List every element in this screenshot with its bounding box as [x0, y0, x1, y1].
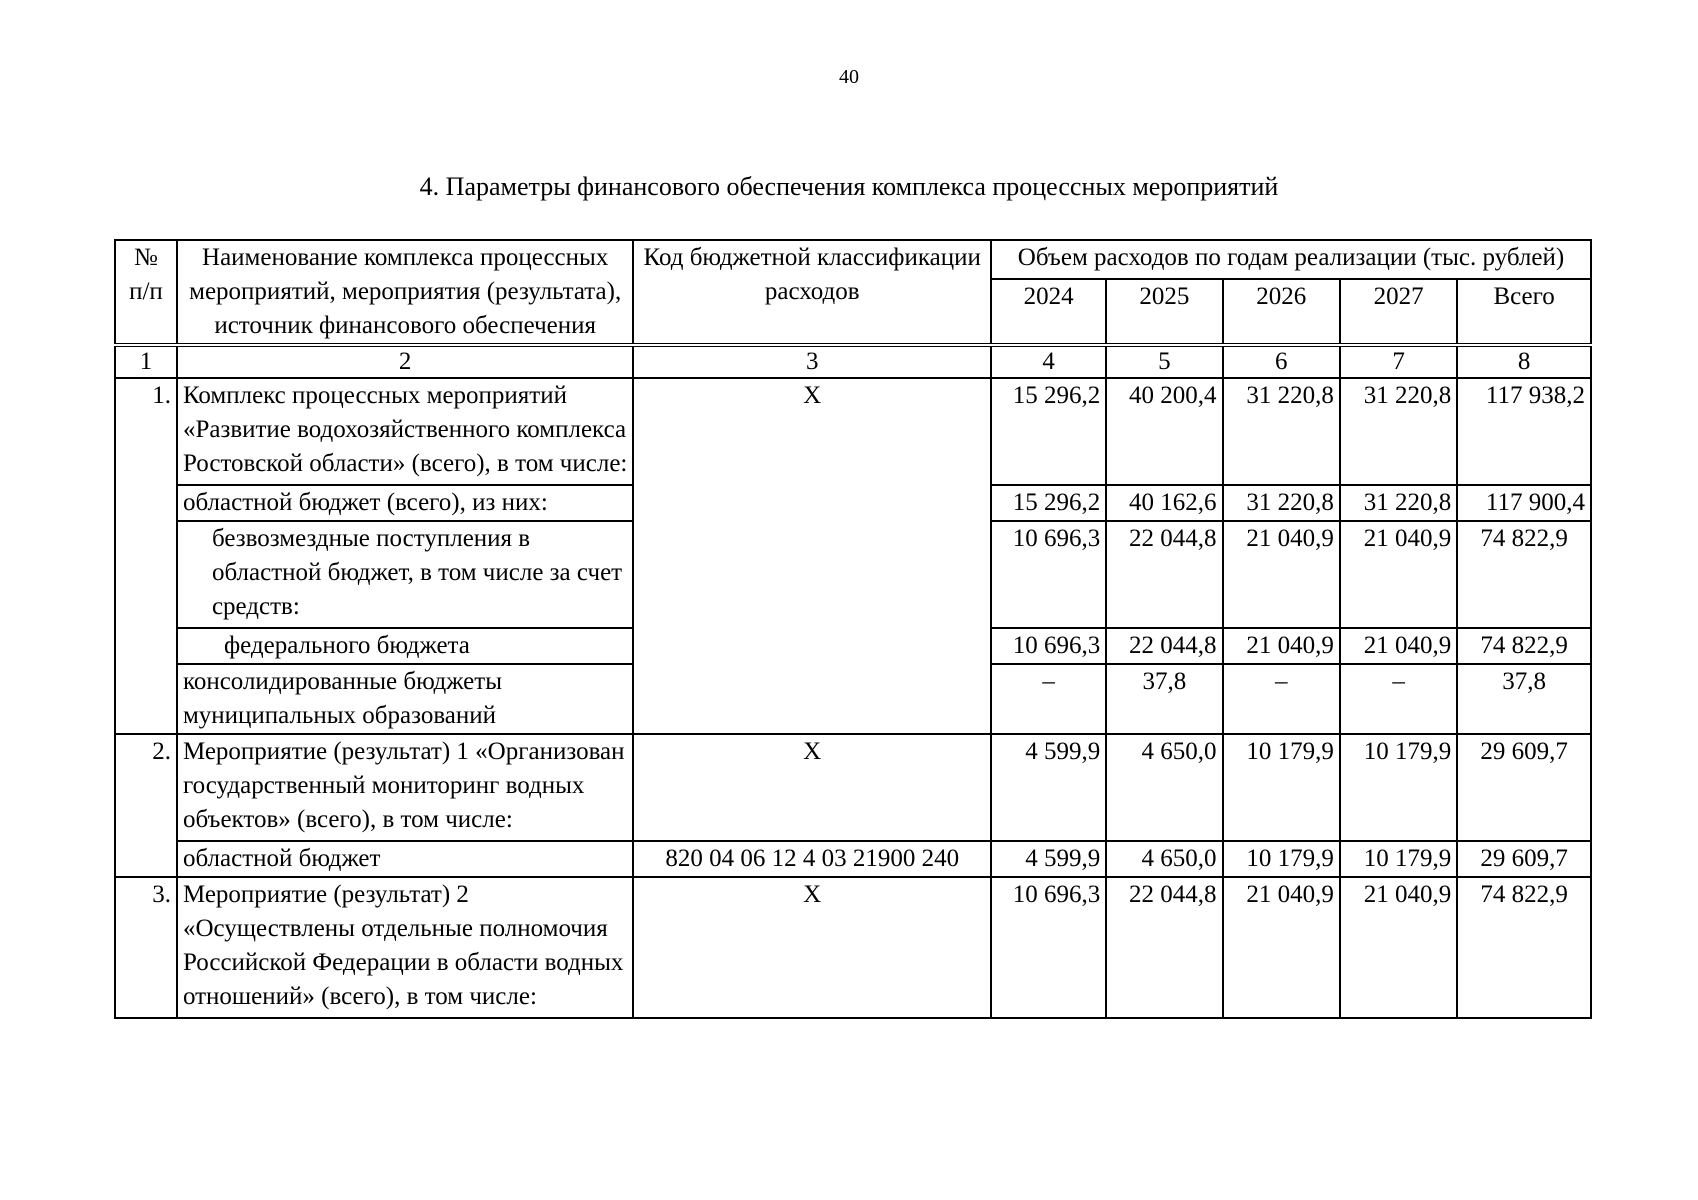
value-cell: 10 179,9 [1223, 841, 1340, 877]
column-number: 5 [1106, 345, 1222, 378]
row-code: 820 04 06 12 4 03 21900 240 [633, 841, 991, 877]
value-cell: 40 162,6 [1106, 485, 1222, 521]
header-name: Наименование комплекса процессных мероприятий, мероприятия (результата), источник финансового обеспечения [177, 240, 633, 345]
value-cell: 117 900,4 [1457, 485, 1591, 521]
row-code: X [633, 734, 991, 841]
page-number: 40 [839, 66, 859, 88]
column-number: 1 [115, 345, 177, 378]
value-cell: 21 040,9 [1223, 628, 1340, 664]
table-row [115, 877, 1591, 1018]
value-cell: 21 040,9 [1340, 628, 1457, 664]
value-cell: 10 696,3 [991, 877, 1106, 1018]
row-name: Мероприятие (результат) 1 «Организован государственный мониторинг водных объектов» (всего), в том числе: [177, 734, 633, 841]
value-cell: 15 296,2 [991, 485, 1106, 521]
value-cell: 10 696,3 [991, 628, 1106, 664]
value-cell: 10 179,9 [1340, 734, 1457, 841]
value-cell: 22 044,8 [1106, 628, 1222, 664]
header-year: 2025 [1106, 279, 1222, 345]
value-cell: 29 609,7 [1457, 734, 1591, 841]
header-volume: Объем расходов по годам реализации (тыс. рублей) [991, 240, 1591, 279]
financing-table [114, 239, 1592, 1019]
column-number: 8 [1457, 345, 1591, 378]
value-cell: 4 599,9 [991, 841, 1106, 877]
table-row [115, 734, 1591, 841]
row-number: 3. [115, 877, 177, 1018]
row-name: федерального бюджета [177, 628, 633, 664]
value-cell: – [1340, 664, 1457, 734]
header-year: 2026 [1223, 279, 1340, 345]
value-cell: 37,8 [1457, 664, 1591, 734]
header-year: 2027 [1340, 279, 1457, 345]
value-cell: 31 220,8 [1340, 485, 1457, 521]
value-cell: 31 220,8 [1223, 378, 1340, 485]
value-cell: 74 822,9 [1457, 521, 1591, 628]
value-cell: 4 650,0 [1106, 841, 1222, 877]
column-number: 4 [991, 345, 1106, 378]
value-cell: 31 220,8 [1340, 378, 1457, 485]
value-cell: 10 179,9 [1340, 841, 1457, 877]
column-numbers-row [115, 345, 1591, 378]
column-number: 3 [633, 345, 991, 378]
value-cell: 10 696,3 [991, 521, 1106, 628]
row-name: Мероприятие (результат) 2 «Осуществлены отдельные полномочия Российской Федерации в области водных отношений» (всего), в том числе: [177, 877, 633, 1018]
table-row [115, 841, 1591, 877]
value-cell: 29 609,7 [1457, 841, 1591, 877]
value-cell: 31 220,8 [1223, 485, 1340, 521]
row-name: безвозмездные поступления в областной бюджет, в том числе за счет средств: [177, 521, 633, 628]
value-cell: – [991, 664, 1106, 734]
row-name: Комплекс процессных мероприятий «Развитие водохозяйственного комплекса Ростовской области» (всего), в том числе: [177, 378, 633, 485]
row-code: X [633, 877, 991, 1018]
value-cell: 22 044,8 [1106, 521, 1222, 628]
table-row [115, 378, 1591, 485]
header-total: Всего [1457, 279, 1591, 345]
value-cell: 4 650,0 [1106, 734, 1222, 841]
value-cell: 21 040,9 [1223, 877, 1340, 1018]
value-cell: 74 822,9 [1457, 628, 1591, 664]
header-row [115, 240, 1591, 279]
row-number: 2. [115, 734, 177, 877]
header-num: № п/п [115, 240, 177, 345]
value-cell: 40 200,4 [1106, 378, 1222, 485]
column-number: 2 [177, 345, 633, 378]
row-number: 1. [115, 378, 177, 734]
row-name: областной бюджет [177, 841, 633, 877]
value-cell: 21 040,9 [1340, 521, 1457, 628]
header-year: 2024 [991, 279, 1106, 345]
value-cell: 117 938,2 [1457, 378, 1591, 485]
section-title: 4. Параметры финансового обеспечения комплекса процессных мероприятий [419, 172, 1279, 201]
row-code: X [633, 378, 991, 734]
column-number: 7 [1340, 345, 1457, 378]
value-cell: 15 296,2 [991, 378, 1106, 485]
value-cell: 37,8 [1106, 664, 1222, 734]
header-code: Код бюджетной классификации расходов [633, 240, 991, 345]
value-cell: 4 599,9 [991, 734, 1106, 841]
value-cell: 21 040,9 [1223, 521, 1340, 628]
column-number: 6 [1223, 345, 1340, 378]
value-cell: 21 040,9 [1340, 877, 1457, 1018]
value-cell: 10 179,9 [1223, 734, 1340, 841]
value-cell: 22 044,8 [1106, 877, 1222, 1018]
value-cell: – [1223, 664, 1340, 734]
row-name: консолидированные бюджеты муниципальных образований [177, 664, 633, 734]
value-cell: 74 822,9 [1457, 877, 1591, 1018]
row-name: областной бюджет (всего), из них: [177, 485, 633, 521]
